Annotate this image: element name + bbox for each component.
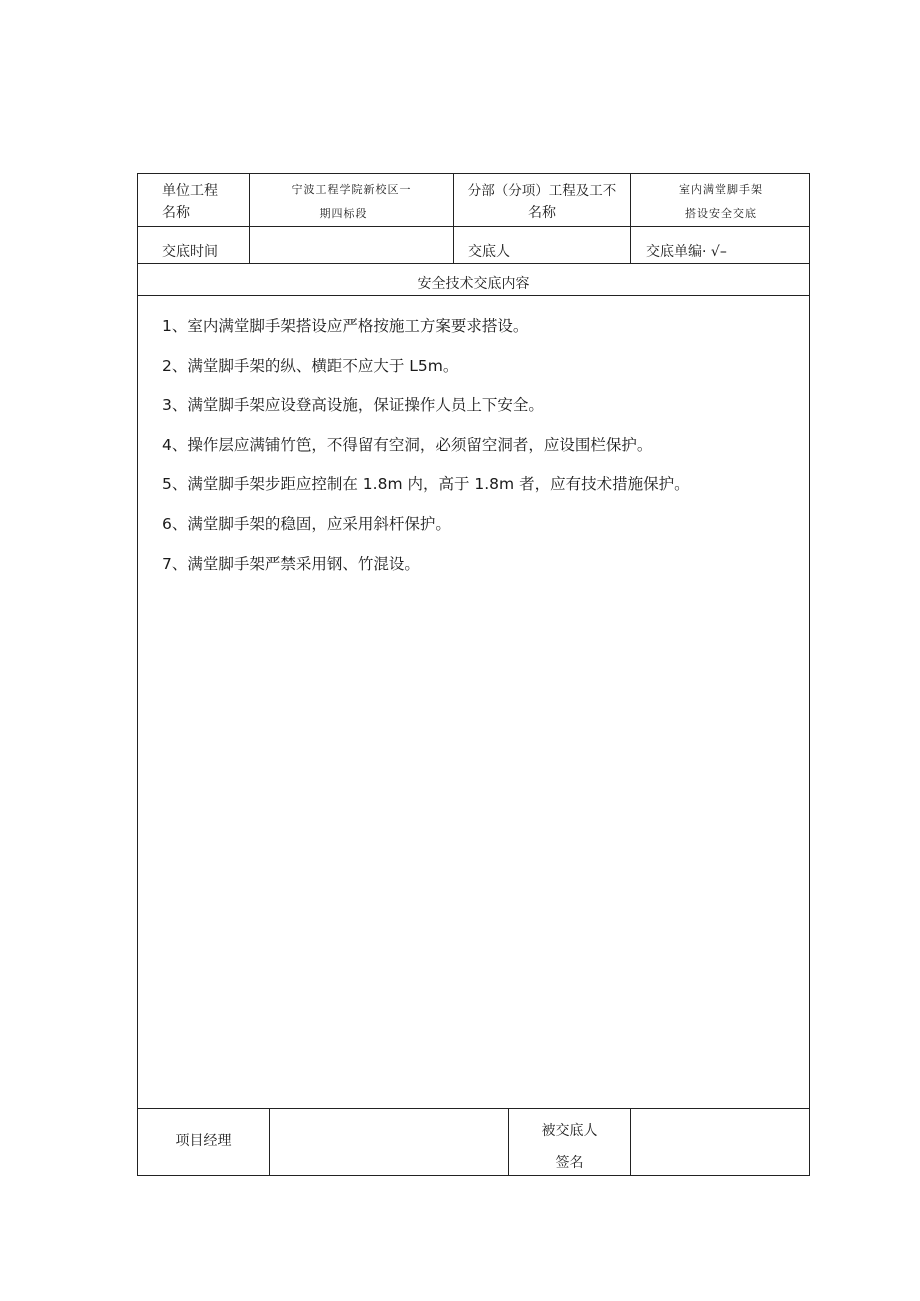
recipient-signature-label-line1: 被交底人 xyxy=(541,1123,598,1139)
list-item: 3、满堂脚手架应设登高设施，保证操作人员上下安全。 xyxy=(162,396,544,415)
list-item: 1、室内满堂脚手架搭设应严格按施工方案要求搭设。 xyxy=(162,317,529,335)
row-divider xyxy=(138,263,809,264)
sub-project-label xyxy=(454,180,630,224)
list-item: 2、满堂脚手架的纵、横距不应大于 L5m。 xyxy=(162,356,459,375)
briefer-label: 交底人 xyxy=(468,244,510,260)
recipient-signature-label-line2: 签名 xyxy=(555,1155,584,1171)
sub-project-label-line2: 名称 xyxy=(528,205,556,221)
row-divider xyxy=(138,226,809,227)
list-item: 5、满堂脚手架步距应控制在 1.8m 内，高于 1.8m 者，应有技术措施保护。 xyxy=(162,475,690,494)
briefing-time-label: 交底时间 xyxy=(162,244,218,260)
sub-project-value-line2: 搭设安全交底 xyxy=(685,207,757,220)
col-divider xyxy=(269,1108,270,1176)
sub-project-value-line1: 室内满堂脚手架 xyxy=(679,183,763,196)
briefing-items xyxy=(162,307,802,584)
section-title: 安全技术交底内容 xyxy=(417,276,530,292)
briefing-number-label: 交底单编· √– xyxy=(646,244,727,260)
row-divider xyxy=(138,295,809,296)
list-item: 6、满堂脚手架的稳固，应采用斜杆保护。 xyxy=(162,514,451,533)
col-divider xyxy=(630,1108,631,1176)
unit-name-label xyxy=(162,180,242,224)
recipient-signature-label xyxy=(509,1115,630,1179)
sub-project-value xyxy=(631,178,811,226)
unit-name-value xyxy=(250,178,453,226)
sub-project-label-line1: 分部（分项）工程及工不 xyxy=(467,183,617,199)
list-item: 4、操作层应满铺竹笆，不得留有空洞，必须留空洞者，应设围栏保护。 xyxy=(162,435,653,454)
unit-name-label-line2: 名称 xyxy=(162,205,190,221)
project-manager-label: 项目经理 xyxy=(175,1133,232,1149)
list-item: 7、满堂脚手架严禁采用钢、竹混设。 xyxy=(162,554,420,573)
unit-name-value-line2: 期四标段 xyxy=(319,207,368,220)
safety-briefing-table xyxy=(137,173,810,1176)
unit-name-value-line1: 宁波工程学院新校区一 xyxy=(291,183,412,196)
row-divider xyxy=(138,1108,809,1109)
unit-name-label-line1: 单位工程 xyxy=(162,183,218,199)
